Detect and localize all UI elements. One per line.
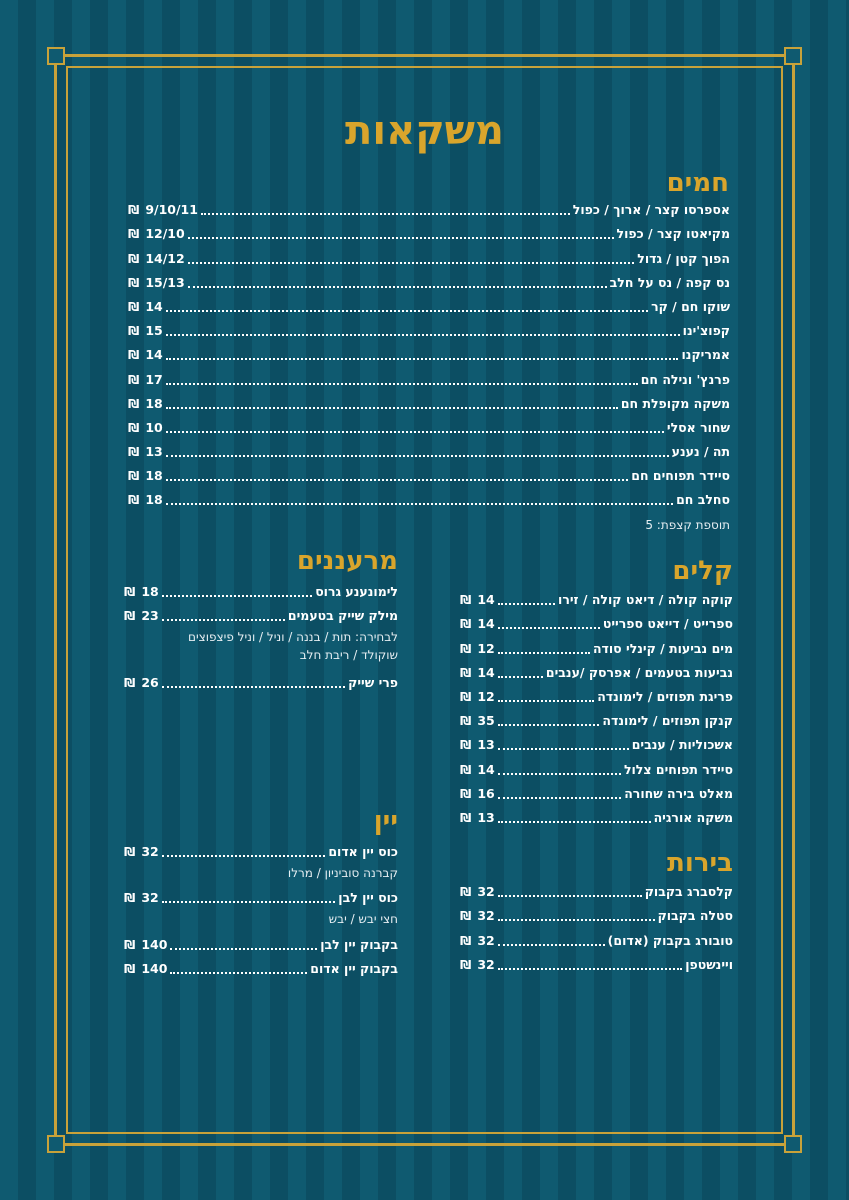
- page-title: משקאות: [345, 108, 504, 154]
- currency-symbol: ₪: [128, 371, 140, 387]
- currency-symbol: ₪: [460, 908, 472, 924]
- dot-leader: [166, 310, 648, 312]
- dot-leader: [170, 972, 307, 974]
- item-price: 14: [145, 347, 163, 363]
- currency-symbol: ₪: [124, 584, 136, 600]
- item-price: 10: [145, 419, 163, 435]
- currency-symbol: ₪: [124, 936, 136, 952]
- section-title-hot: חמים: [666, 168, 729, 198]
- menu-item: [460, 636, 733, 660]
- menu-item: [128, 488, 730, 512]
- item-name: מאלט בירה שחורה: [624, 785, 733, 801]
- item-price: 16: [477, 785, 495, 801]
- currency-symbol: ₪: [460, 640, 472, 656]
- currency-symbol: ₪: [460, 761, 472, 777]
- currency-symbol: ₪: [128, 444, 140, 460]
- dot-leader: [166, 455, 669, 457]
- item-subtext: שוקולד / ריבת חלב: [299, 648, 398, 663]
- item-name: כוס יין לבן: [338, 890, 398, 906]
- item-name: טובורג בקבוק (אדום): [607, 932, 733, 948]
- dot-leader: [498, 797, 621, 799]
- dot-leader: [498, 724, 600, 726]
- item-name: תה / נענע: [671, 444, 730, 460]
- item-price: 23: [141, 608, 159, 624]
- menu-item: [128, 440, 730, 464]
- menu-item: [460, 806, 733, 830]
- currency-symbol: ₪: [128, 274, 140, 290]
- item-name: קנקן תפוזים / לימונדה: [602, 713, 733, 729]
- item-price: 32: [477, 932, 495, 948]
- currency-symbol: ₪: [460, 616, 472, 632]
- item-price: 32: [141, 844, 159, 860]
- item-price: 14: [145, 298, 163, 314]
- item-price: 14/12: [145, 250, 185, 266]
- item-price: 18: [145, 492, 163, 508]
- corner-ornament: [784, 1135, 802, 1153]
- dot-leader: [498, 895, 642, 897]
- dot-leader: [498, 773, 621, 775]
- currency-symbol: ₪: [124, 844, 136, 860]
- item-name: סיידר תפוחים חם: [631, 468, 730, 484]
- currency-symbol: ₪: [124, 608, 136, 624]
- dot-leader: [498, 700, 594, 702]
- dot-leader: [498, 968, 682, 970]
- item-name: מילק שייק בטעמים: [287, 608, 398, 624]
- item-subtext: לבחירה: תות / בננה / וניל / וניל פיצפוצים: [188, 630, 398, 645]
- item-name: הפוך קטן / גדול: [637, 250, 730, 266]
- currency-symbol: ₪: [460, 809, 472, 825]
- item-price: 140: [141, 960, 168, 976]
- currency-symbol: ₪: [460, 688, 472, 704]
- item-name: בקבוק יין אדום: [310, 960, 398, 976]
- currency-symbol: ₪: [128, 492, 140, 508]
- item-price: 15: [145, 323, 163, 339]
- item-price: 15/13: [145, 274, 185, 290]
- menu-item: [124, 580, 398, 604]
- dot-leader: [162, 595, 312, 597]
- item-price: 32: [477, 956, 495, 972]
- item-price: 12: [477, 640, 495, 656]
- dot-leader: [498, 627, 600, 629]
- item-name: ספרייט / דייאט ספרייט: [602, 616, 733, 632]
- currency-symbol: ₪: [460, 713, 472, 729]
- item-subtext: קברנה סוביניון / מרלו: [287, 866, 398, 881]
- menu-item: [128, 343, 730, 367]
- item-name: סטלה בקבוק: [657, 908, 733, 924]
- item-price: 13: [477, 809, 495, 825]
- item-name: מקיאטו קצר / כפול: [616, 226, 730, 242]
- currency-symbol: ₪: [128, 298, 140, 314]
- menu-item: [124, 886, 398, 910]
- refreshing-drinks-list: [124, 580, 398, 695]
- item-name: אמריקנו: [681, 347, 730, 363]
- corner-ornament: [47, 47, 65, 65]
- item-price: 14: [477, 616, 495, 632]
- corner-ornament: [784, 47, 802, 65]
- section-title-refresh: מרעננים: [296, 546, 398, 576]
- item-price: 32: [477, 908, 495, 924]
- menu-item: [128, 464, 730, 488]
- item-price: 14: [477, 592, 495, 608]
- section-title-cold: קלים: [672, 556, 733, 586]
- item-price: 17: [145, 371, 163, 387]
- menu-item: [124, 932, 398, 956]
- item-name: פרי שייק: [348, 674, 398, 690]
- currency-symbol: ₪: [128, 323, 140, 339]
- item-price: 18: [145, 468, 163, 484]
- item-price: 35: [477, 713, 495, 729]
- corner-ornament: [47, 1135, 65, 1153]
- item-price: 14: [477, 761, 495, 777]
- menu-item: [124, 670, 398, 694]
- item-price: 13: [477, 737, 495, 753]
- item-name: קוקה קולה / דיאט קולה / זירו: [558, 592, 733, 608]
- dot-leader: [188, 286, 607, 288]
- item-subtext: חצי יבש / יבש: [328, 912, 398, 927]
- currency-symbol: ₪: [460, 785, 472, 801]
- dot-leader: [162, 855, 326, 857]
- item-price: 14: [477, 664, 495, 680]
- menu-item: [460, 953, 733, 977]
- menu-item: [460, 733, 733, 757]
- dot-leader: [498, 748, 629, 750]
- item-name: משקה מקופלת חם: [620, 395, 730, 411]
- dot-leader: [166, 503, 673, 505]
- item-price: 13: [145, 444, 163, 460]
- menu-item: [460, 661, 733, 685]
- currency-symbol: ₪: [460, 664, 472, 680]
- section-title-beer: בירות: [667, 848, 733, 878]
- dot-leader: [166, 383, 638, 385]
- dot-leader: [166, 431, 664, 433]
- menu-item: [460, 757, 733, 781]
- beer-list: [460, 880, 733, 977]
- dot-leader: [170, 948, 317, 950]
- menu-item: [460, 709, 733, 733]
- menu-item: [460, 928, 733, 952]
- currency-symbol: ₪: [128, 419, 140, 435]
- menu-item: [128, 222, 730, 246]
- menu-item: [128, 392, 730, 416]
- menu-item: [128, 295, 730, 319]
- menu-item: [124, 840, 398, 864]
- dot-leader: [188, 262, 635, 264]
- currency-symbol: ₪: [460, 956, 472, 972]
- dot-leader: [498, 652, 590, 654]
- section-title-wine: יין: [373, 806, 398, 836]
- item-price: 26: [141, 674, 159, 690]
- item-price: 32: [141, 890, 159, 906]
- item-name: שחור אסלי: [666, 419, 730, 435]
- menu-item: [460, 904, 733, 928]
- item-price: 12/10: [145, 226, 185, 242]
- item-name: סיידר תפוחים צלול: [623, 761, 733, 777]
- item-name: מים נביעות / קינלי סודה: [592, 640, 733, 656]
- dot-leader: [162, 686, 345, 688]
- dot-leader: [498, 919, 655, 921]
- menu-item: [124, 604, 398, 628]
- item-name: ויינשטפן: [685, 956, 733, 972]
- dot-leader: [201, 213, 570, 215]
- item-name: פרנץ' ונילה חם: [640, 371, 730, 387]
- item-price: 140: [141, 936, 168, 952]
- currency-symbol: ₪: [128, 226, 140, 242]
- menu-item: [460, 685, 733, 709]
- dot-leader: [162, 901, 336, 903]
- dot-leader: [166, 479, 629, 481]
- menu-item: [128, 416, 730, 440]
- item-name: קפוצ'ינו: [682, 323, 730, 339]
- currency-symbol: ₪: [460, 737, 472, 753]
- dot-leader: [498, 603, 555, 605]
- item-name: בקבוק יין לבן: [320, 936, 398, 952]
- item-name: נביעות בטעמים / אפרסק /ענבים: [545, 664, 733, 680]
- dot-leader: [166, 334, 680, 336]
- item-name: סחלב חם: [676, 492, 730, 508]
- currency-symbol: ₪: [124, 890, 136, 906]
- wine-list: [124, 840, 398, 981]
- menu-item: [460, 782, 733, 806]
- menu-item: [128, 246, 730, 270]
- section-note: תוספת קצפת: 5: [645, 518, 730, 533]
- item-name: פריגת תפוזים / לימונדה: [597, 688, 733, 704]
- currency-symbol: ₪: [124, 960, 136, 976]
- item-name: אספרסו קצר / ארוך / כפול: [572, 202, 730, 218]
- menu-item: [460, 880, 733, 904]
- item-name: משקה אורגיה: [653, 809, 733, 825]
- dot-leader: [498, 944, 605, 946]
- item-name: אשכוליות / ענבים: [631, 737, 733, 753]
- item-price: 32: [477, 884, 495, 900]
- menu-item: [128, 367, 730, 391]
- currency-symbol: ₪: [460, 932, 472, 948]
- menu-item: [128, 198, 730, 222]
- item-name: נס קפה / נס על חלב: [609, 274, 730, 290]
- currency-symbol: ₪: [460, 592, 472, 608]
- menu-item: [460, 588, 733, 612]
- item-name: שוקו חם / קר: [651, 298, 730, 314]
- dot-leader: [188, 237, 614, 239]
- menu-item: [460, 612, 733, 636]
- item-name: לימונענע גרוס: [315, 584, 398, 600]
- currency-symbol: ₪: [460, 884, 472, 900]
- currency-symbol: ₪: [128, 202, 140, 218]
- item-price: 9/10/11: [145, 202, 198, 218]
- dot-leader: [166, 407, 618, 409]
- item-price: 12: [477, 688, 495, 704]
- menu-item: [128, 271, 730, 295]
- dot-leader: [162, 619, 285, 621]
- dot-leader: [166, 358, 679, 360]
- menu-item: [124, 957, 398, 981]
- item-name: קלסברג בקבוק: [644, 884, 733, 900]
- currency-symbol: ₪: [128, 468, 140, 484]
- item-name: כוס יין אדום: [328, 844, 398, 860]
- currency-symbol: ₪: [128, 250, 140, 266]
- dot-leader: [498, 821, 651, 823]
- item-price: 18: [141, 584, 159, 600]
- hot-drinks-list: [128, 198, 730, 536]
- currency-symbol: ₪: [124, 674, 136, 690]
- dot-leader: [498, 676, 543, 678]
- currency-symbol: ₪: [128, 347, 140, 363]
- item-price: 18: [145, 395, 163, 411]
- menu-item: [128, 319, 730, 343]
- cold-drinks-list: [460, 588, 733, 830]
- currency-symbol: ₪: [128, 395, 140, 411]
